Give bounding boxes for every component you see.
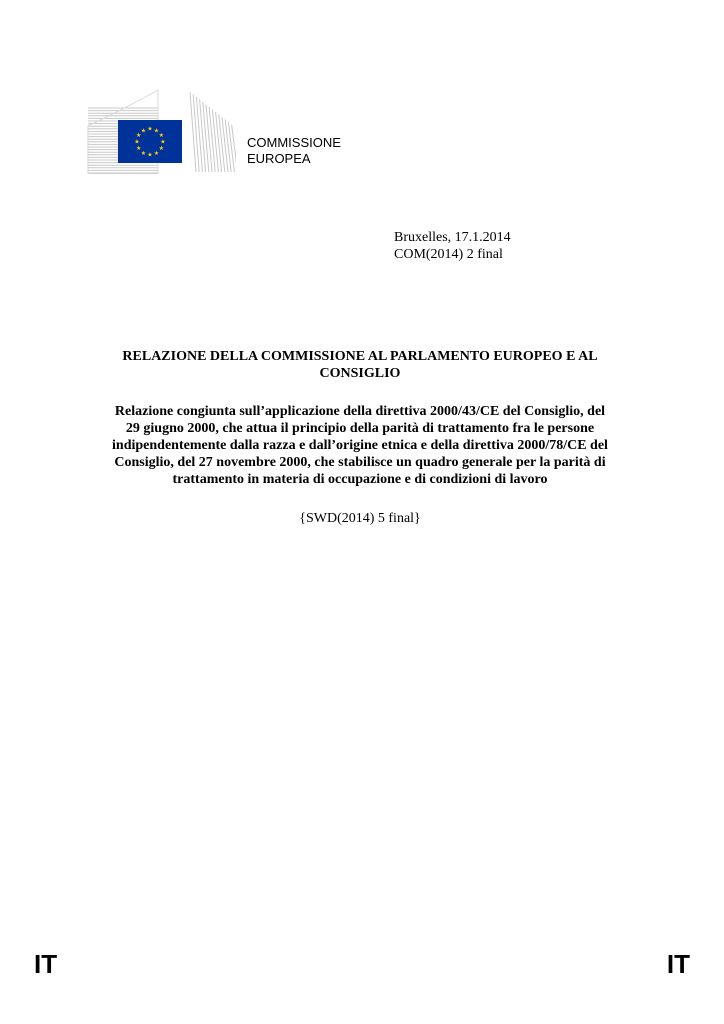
flag-star-icon: ★ (153, 127, 160, 135)
subtitle-line: indipendentemente dalla razza e dall’origine etnica e della direttiva 2000/78/CE del (112, 438, 608, 453)
organization-name-line2: EUROPEA (247, 151, 311, 166)
european-commission-logo (86, 88, 236, 174)
subtitle-line: 29 giugno 2000, che attua il principio della parità di trattamento fra le persone (125, 421, 595, 436)
document-number: COM(2014) 2 final (394, 247, 503, 262)
organization-name (247, 135, 341, 167)
swd-reference: {SWD(2014) 5 final} (299, 511, 421, 526)
flag-star-icon: ★ (158, 132, 164, 140)
flag-star-icon: ★ (153, 149, 160, 157)
flag-star-icon: ★ (158, 145, 164, 153)
document-reference (394, 229, 511, 263)
flag-star-icon: ★ (147, 151, 153, 159)
language-code-left: IT (34, 949, 58, 979)
subtitle-line: Consiglio, del 27 novembre 2000, che stabilisce un quadro generale per la parità di (114, 455, 606, 470)
flag-star-icon: ★ (136, 132, 142, 140)
place-date: Bruxelles, 17.1.2014 (394, 230, 511, 245)
language-code-right: IT (666, 949, 690, 979)
document-subtitle (100, 403, 620, 488)
flag-star-icon: ★ (134, 138, 140, 146)
european-commission-logo-icon (86, 88, 236, 174)
subtitle-line: trattamento in materia di occupazione e di condizioni di lavoro (172, 472, 548, 487)
flag-star-icon: ★ (140, 127, 147, 135)
organization-name-line1: COMMISSIONE (247, 135, 341, 150)
flag-star-icon: ★ (140, 149, 147, 157)
document-title: RELAZIONE DELLA COMMISSIONE AL PARLAMENTO EUROPEO E AL CONSIGLIO (122, 349, 598, 381)
flag-star-icon: ★ (136, 145, 142, 153)
subtitle-line: Relazione congiunta sull’applicazione della direttiva 2000/43/CE del Consiglio, del (114, 404, 606, 419)
flag-star-icon: ★ (147, 125, 153, 133)
flag-star-icon: ★ (160, 138, 166, 146)
